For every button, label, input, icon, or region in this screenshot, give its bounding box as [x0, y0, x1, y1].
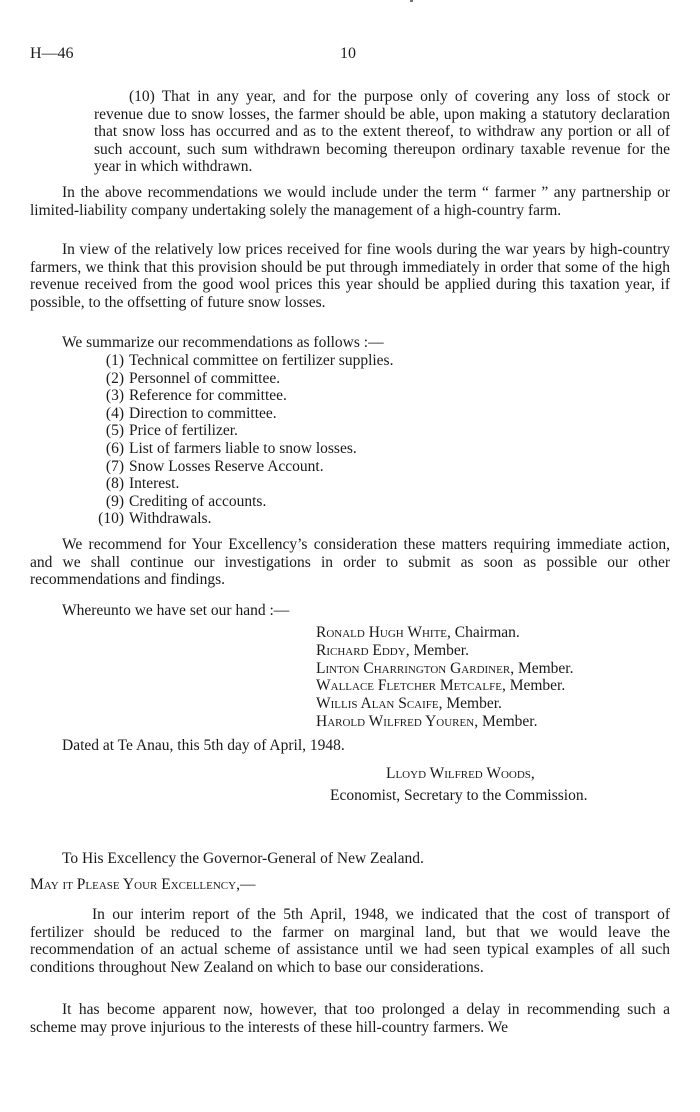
- salutation: [30, 876, 255, 894]
- recommendations-list: [96, 352, 393, 528]
- recommendation-text: Reference for committee.: [129, 387, 287, 405]
- paragraph-farmer-definition: In the above recommendations we would include under the term “ farmer ” any partnership or limited-liability company undertaking solely the management of a high-country farm.: [30, 184, 670, 219]
- signatory-role: , Member.: [438, 695, 502, 713]
- paragraph-apparent: It has become apparent now, however, that too prolonged a delay in recommending such a scheme may prove injurious to the interests of these hill-country farmers. We: [30, 1001, 670, 1036]
- recommendation-item: [96, 387, 393, 405]
- signatory: [316, 695, 573, 713]
- recommendation-text: Direction to committee.: [129, 404, 277, 422]
- dated-line: Dated at Te Anau, this 5th day of April, 1948.: [62, 737, 345, 754]
- recommendation-item: [96, 510, 393, 528]
- secretary-name-suffix: ,: [530, 765, 535, 782]
- recommendation-text: Personnel of committee.: [129, 369, 281, 387]
- page-number: 10: [340, 45, 356, 62]
- recommendation-number: (9): [105, 492, 124, 510]
- recommendation-number: (8): [105, 475, 124, 493]
- address-line: To His Excellency the Governor-General of New Zealand.: [62, 850, 424, 867]
- recommendation-number: (4): [105, 404, 124, 422]
- recommendation-item: [96, 352, 393, 370]
- secretary-name-text: Lloyd Wilfred Woods: [386, 765, 531, 782]
- recommendation-text: Crediting of accounts.: [129, 492, 267, 510]
- recommendation-number: (1): [105, 352, 124, 369]
- signatory-name: Harold Wilfred Youren: [316, 712, 475, 730]
- recommendation-item: [96, 475, 393, 493]
- recommendation-text: List of farmers liable to snow losses.: [129, 439, 357, 457]
- recommendation-text: Withdrawals.: [129, 510, 212, 528]
- recommendation-item: [96, 493, 393, 511]
- recommendation-item: [96, 422, 393, 440]
- signatory-name: Ronald Hugh White: [316, 624, 448, 641]
- recommendation-item: [96, 458, 393, 476]
- recommendation-text: Snow Losses Reserve Account.: [129, 457, 324, 475]
- signatory-role: , Chairman.: [447, 624, 520, 641]
- signatory-role: , Member.: [474, 712, 538, 730]
- recommendation-number: (2): [105, 369, 124, 387]
- whereunto-line: Whereunto we have set our hand :—: [62, 602, 290, 619]
- clause-10: (10) That in any year, and for the purpose only of covering any loss of stock or revenue due to snow losses, the farmer should be able, upon making a statutory declaration that snow loss has occurred and as to the extent thereof, to withdraw any portion or all of such account, such sum withdrawn becoming thereupon ordinary taxable revenue for the year in which withdrawn.: [94, 88, 670, 176]
- paragraph-interim-report: In our interim report of the 5th April, 1948, we indicated that the cost of transport of fertilizer should be reduced to the farmer on marginal land, but that we would leave the recommendation of an actual scheme of assistance until we had seen typical examples of all such conditions throughout New Zealand on which to base our considerations.: [30, 906, 670, 976]
- recommendation-number: (7): [105, 457, 124, 475]
- recommendation-item: [96, 370, 393, 388]
- signatory-role: , Member.: [510, 659, 574, 677]
- signatory-name: Richard Eddy: [316, 641, 406, 659]
- signatory-name: Linton Charrington Gardiner: [316, 659, 511, 677]
- recommendation-number: (3): [105, 387, 124, 405]
- signatory: [316, 642, 573, 660]
- signatories: [316, 624, 573, 731]
- paragraph-recommend: We recommend for Your Excellency’s consideration these matters requiring immediate action, and we shall continue our investigations in order to submit as soon as possible our other recommendations and findings.: [30, 536, 670, 589]
- secretary-role: Economist, Secretary to the Commission.: [330, 787, 588, 804]
- scan-speck: [410, 0, 413, 2]
- paragraph-wool-prices: In view of the relatively low prices received for fine wools during the war years by high-country farmers, we think that this provision should be put through immediately in order that some of the high revenue received from the good wool prices this year should be applied during this taxation year, if possible, to the offsetting of future snow losses.: [30, 241, 670, 311]
- summary-intro: We summarize our recommendations as follows :—: [62, 334, 384, 351]
- signatory: [316, 660, 573, 678]
- document-code: H—46: [30, 45, 74, 62]
- recommendation-item: [96, 440, 393, 458]
- signatory: [316, 624, 573, 642]
- recommendation-number: (10): [98, 510, 124, 528]
- signatory-name: Willis Alan Scaife: [316, 695, 439, 713]
- signatory-name: Wallace Fletcher Metcalfe: [316, 677, 502, 695]
- signatory-role: , Member.: [405, 641, 469, 659]
- signatory: [316, 677, 573, 695]
- signatory: [316, 713, 573, 731]
- recommendation-text: Technical committee on fertilizer supplies.: [129, 352, 394, 369]
- secretary-name: [386, 765, 535, 783]
- recommendation-number: (5): [105, 422, 124, 440]
- recommendation-number: (6): [105, 439, 124, 457]
- salutation-text: May it Please Your Excellency,—: [30, 876, 256, 893]
- signatory-role: , Member.: [501, 677, 566, 695]
- recommendation-text: Price of fertilizer.: [129, 422, 238, 440]
- recommendation-item: [96, 405, 393, 423]
- recommendation-text: Interest.: [129, 475, 180, 493]
